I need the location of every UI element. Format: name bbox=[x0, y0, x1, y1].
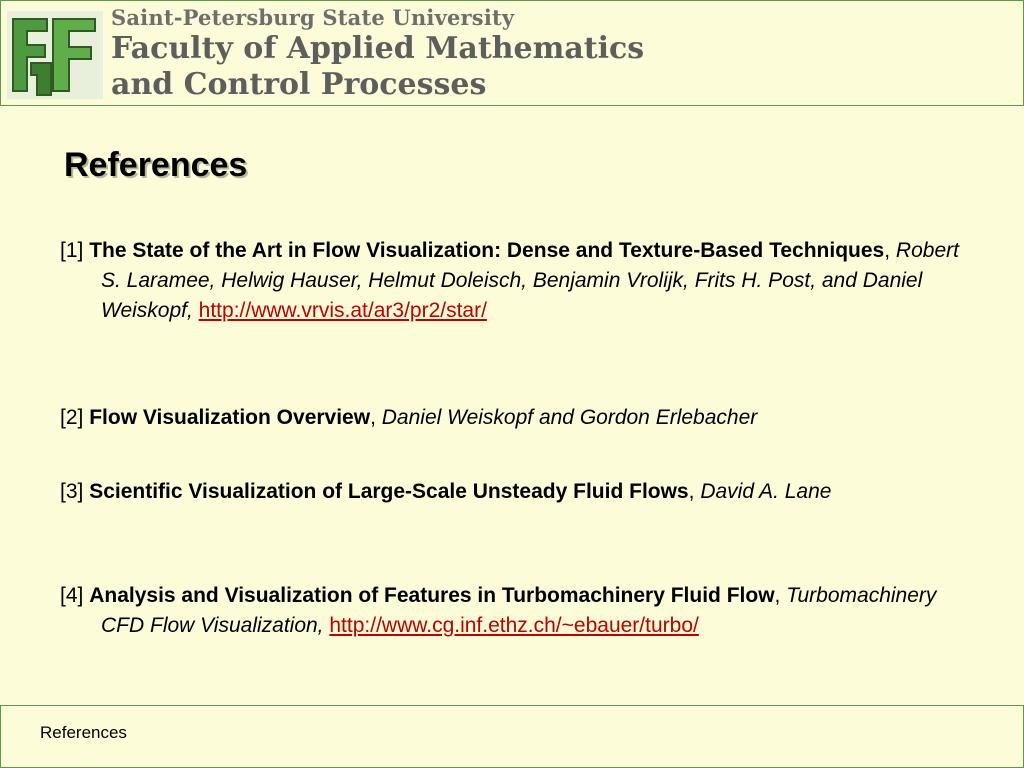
reference-item bbox=[60, 581, 960, 641]
reference-title: Flow Visualization Overview bbox=[89, 406, 371, 429]
faculty-name bbox=[111, 31, 644, 103]
slide-header bbox=[0, 0, 1024, 106]
faculty-line-1: Faculty of Applied Mathematics bbox=[111, 31, 645, 66]
page-title: References bbox=[64, 146, 248, 184]
reference-authors: David A. Lane bbox=[700, 480, 832, 503]
faculty-line-2: and Control Processes bbox=[111, 67, 487, 102]
reference-separator: , bbox=[774, 584, 781, 607]
reference-number: [3] bbox=[60, 480, 84, 503]
reference-separator: , bbox=[688, 480, 695, 503]
reference-item bbox=[60, 403, 757, 433]
reference-authors: Turbomachinery CFD Flow Visualization, bbox=[101, 584, 937, 637]
reference-title: The State of the Art in Flow Visualization: Dense and Texture-Based Techniques bbox=[89, 239, 885, 262]
reference-number: [1] bbox=[60, 239, 84, 262]
reference-authors: Robert S. Laramee, Helwig Hauser, Helmut Doleisch, Benjamin Vrolijk, Frits H. Post, and Daniel Weiskopf, bbox=[101, 239, 959, 322]
reference-item bbox=[60, 477, 831, 507]
reference-title: Scientific Visualization of Large-Scale Unsteady Fluid Flows bbox=[89, 480, 689, 503]
reference-title: Analysis and Visualization of Features in Turbomachinery Fluid Flow bbox=[89, 584, 775, 607]
university-name: Saint-Petersburg State University bbox=[111, 5, 515, 30]
reference-item bbox=[60, 236, 960, 326]
footer-label: References bbox=[40, 723, 127, 742]
reference-number: [2] bbox=[60, 406, 84, 429]
slide-footer bbox=[0, 705, 1024, 768]
reference-separator: , bbox=[370, 406, 376, 429]
reference-link[interactable]: http://www.cg.inf.ethz.ch/~ebauer/turbo/ bbox=[329, 614, 699, 637]
reference-separator: , bbox=[884, 239, 891, 262]
reference-authors: Daniel Weiskopf and Gordon Erlebacher bbox=[381, 406, 758, 429]
reference-number: [4] bbox=[60, 584, 84, 607]
reference-link[interactable]: http://www.vrvis.at/ar3/pr2/star/ bbox=[198, 299, 487, 322]
faculty-logo-icon bbox=[7, 11, 103, 99]
